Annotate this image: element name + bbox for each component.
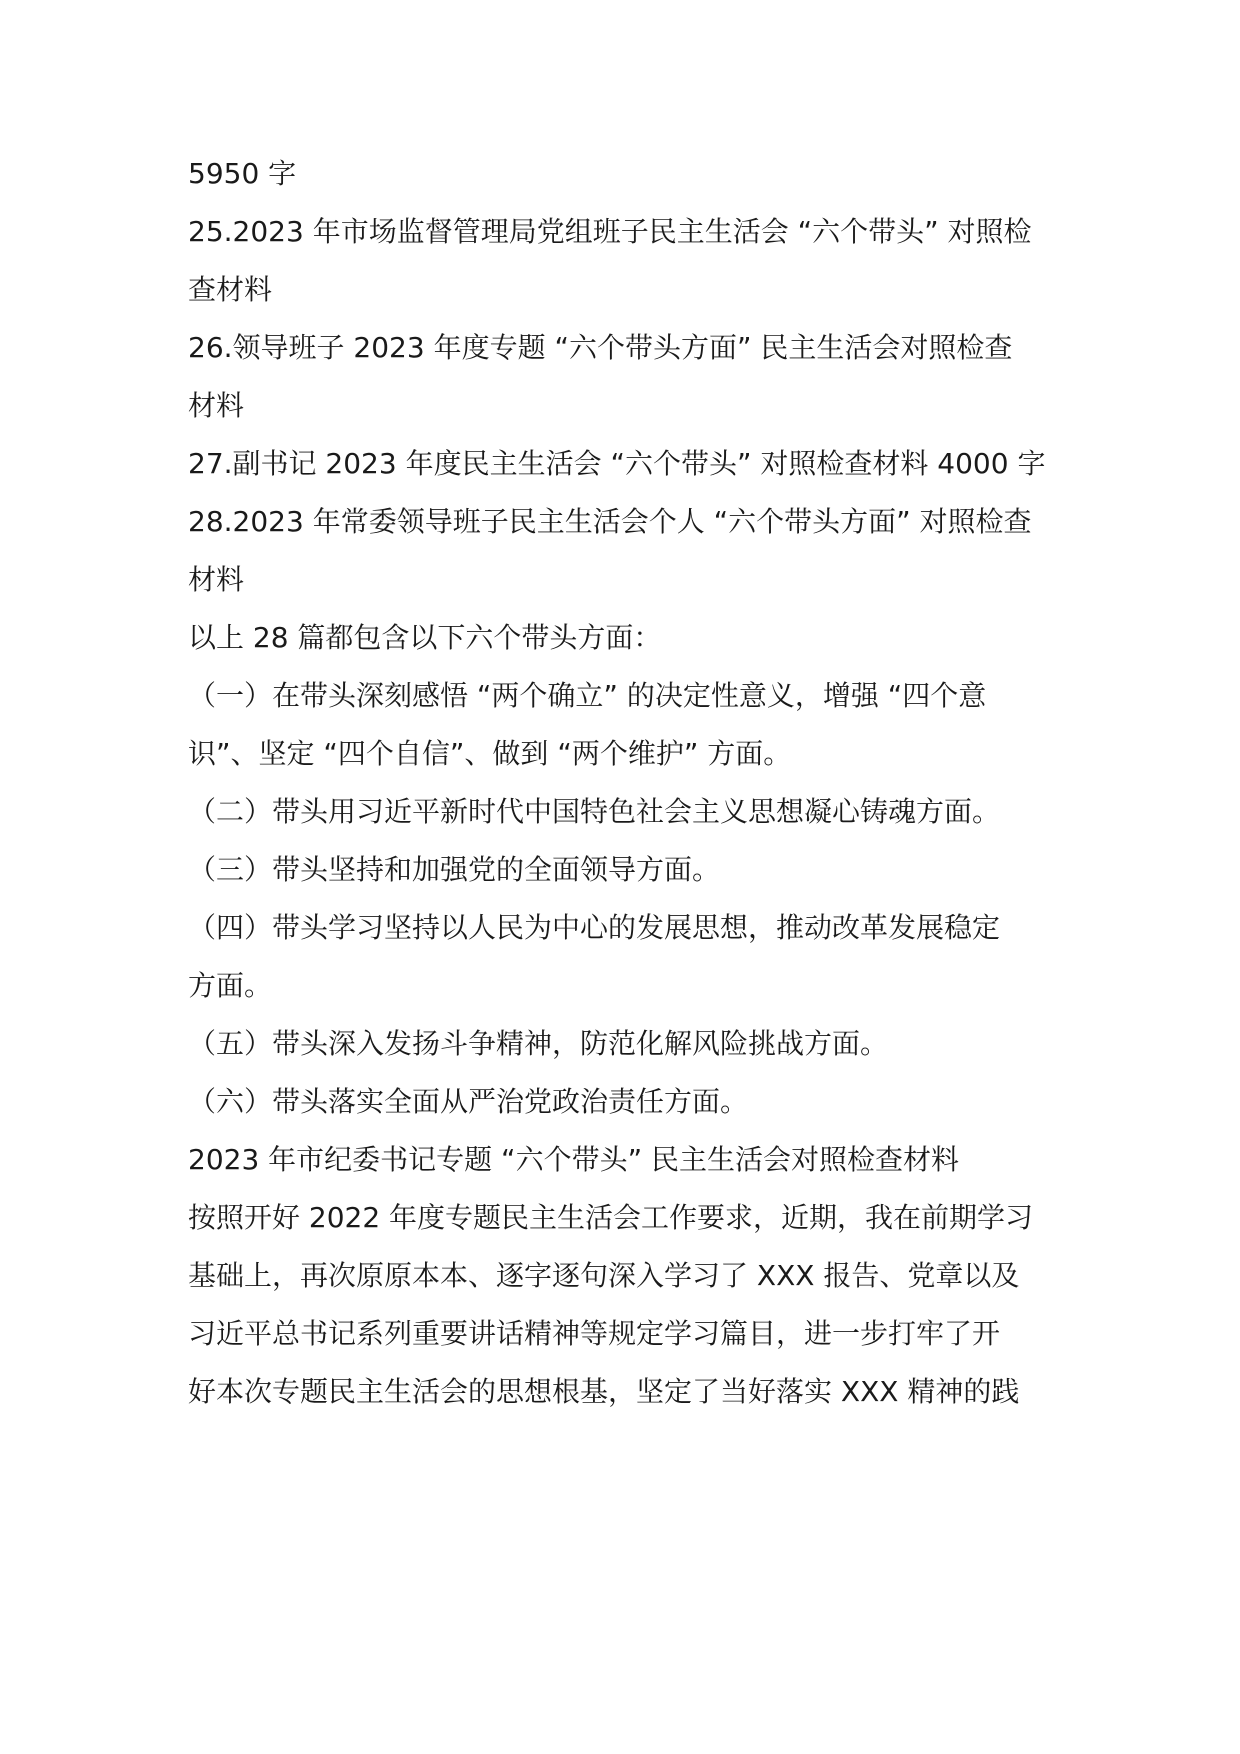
text-line: 材料 [188, 389, 245, 422]
text-line: 27.副书记 2023 年度民主生活会 “六个带头” 对照检查材料 4000 字 [188, 447, 1046, 480]
text-line: （三）带头坚持和加强党的全面领导方面。 [188, 853, 721, 886]
text-line: 识”、坚定 “四个自信”、做到 “两个维护” 方面。 [188, 737, 792, 770]
text-line: （五）带头深入发扬斗争精神，防范化解风险挑战方面。 [188, 1027, 889, 1060]
text-line: 查材料 [188, 273, 273, 306]
text-line: 28.2023 年常委领导班子民主生活会个人 “六个带头方面” 对照检查 [188, 505, 1032, 538]
text-line: 好本次专题民主生活会的思想根基，坚定了当好落实 XXX 精神的践 [188, 1375, 1020, 1408]
text-line: 25.2023 年市场监督管理局党组班子民主生活会 “六个带头” 对照检 [188, 215, 1032, 248]
text-line: 方面。 [188, 969, 273, 1002]
text-line: 材料 [188, 563, 245, 596]
text-line: 5950 字 [188, 157, 297, 190]
text-line: 习近平总书记系列重要讲话精神等规定学习篇目，进一步打牢了开 [188, 1317, 1001, 1350]
text-line: 以上 28 篇都包含以下六个带头方面： [188, 621, 662, 654]
section-heading: 2023 年市纪委书记专题 “六个带头” 民主生活会对照检查材料 [188, 1143, 959, 1176]
text-line: 基础上，再次原原本本、逐字逐句深入学习了 XXX 报告、党章以及 [188, 1259, 1020, 1292]
text-line: 26.领导班子 2023 年度专题 “六个带头方面” 民主生活会对照检查 [188, 331, 1013, 364]
text-line: （四）带头学习坚持以人民为中心的发展思想，推动改革发展稳定 [188, 911, 1001, 944]
text-line: （一）在带头深刻感悟 “两个确立” 的决定性意义，增强 “四个意 [188, 679, 987, 712]
text-line: （二）带头用习近平新时代中国特色社会主义思想凝心铸魂方面。 [188, 795, 1001, 828]
text-line: 按照开好 2022 年度专题民主生活会工作要求，近期，我在前期学习 [188, 1201, 1034, 1234]
text-line: （六）带头落实全面从严治党政治责任方面。 [188, 1085, 749, 1118]
